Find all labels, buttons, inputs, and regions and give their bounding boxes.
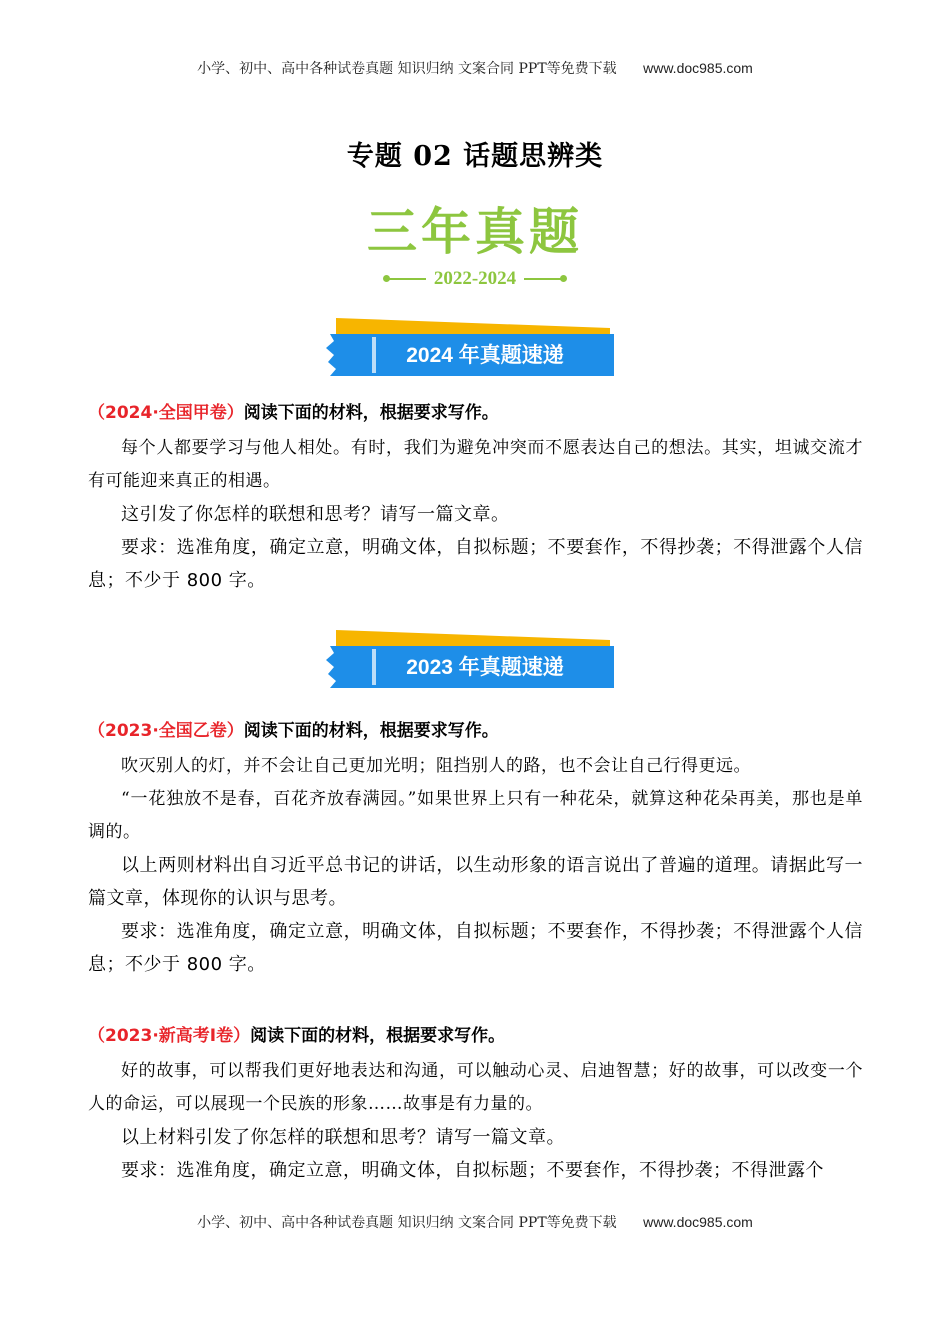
section-banner-2023 — [320, 628, 620, 694]
question-instruction: 阅读下面的材料，根据要求写作。 — [250, 1026, 506, 1046]
requirements-paragraph: 要求：选准角度，确定立意，明确文体，自拟标题；不要套作，不得抄袭；不得泄露个人信息；不少于 800 字。 — [88, 537, 863, 591]
question-2024-jia — [88, 398, 863, 597]
question-instruction: 阅读下面的材料，根据要求写作。 — [243, 403, 499, 423]
divider-left — [386, 278, 426, 280]
question-instruction: 阅读下面的材料，根据要求写作。 — [243, 721, 499, 741]
question-heading — [88, 716, 863, 746]
banner-label-2024: 2024 年真题速递 — [406, 344, 564, 367]
banner-label-2023: 2023 年真题速递 — [406, 656, 564, 679]
material-paragraph: “一花独放不是春，百花齐放春满园。”如果世界上只有一种花朵，就算这种花朵再美，那也是单调的。 — [88, 789, 863, 842]
header-text: 小学、初中、高中各种试卷真题 知识归纳 文案合同 PPT等免费下载 — [197, 61, 617, 77]
question-2023-yi — [88, 716, 863, 981]
subtitle-banner: 三年真题 — [367, 203, 583, 261]
requirements-paragraph: 要求：选准角度，确定立意，明确文体，自拟标题；不要套作，不得抄袭；不得泄露个人信息；不少于 800 字。 — [88, 921, 863, 975]
year-range — [368, 265, 582, 293]
question-source: （2023·全国乙卷） — [88, 721, 244, 741]
question-source: （2023·新高考Ⅰ卷） — [88, 1026, 251, 1046]
material-paragraph: 每个人都要学习与他人相处。有时，我们为避免冲突而不愿表达自己的想法。其实，坦诚交流才有可能迎来真正的相遇。 — [88, 438, 863, 491]
material-paragraph: 好的故事，可以帮我们更好地表达和沟通，可以触动心灵、启迪智慧；好的故事，可以改变一个人的命运，可以展现一个民族的形象……故事是有力量的。 — [88, 1061, 863, 1114]
prompt-paragraph: 以上材料引发了你怎样的联想和思考？请写一篇文章。 — [121, 1127, 565, 1148]
header-url[interactable]: www.doc985.com — [643, 60, 753, 76]
prompt-paragraph: 这引发了你怎样的联想和思考？请写一篇文章。 — [121, 504, 510, 525]
question-source: （2024·全国甲卷） — [88, 403, 244, 423]
year-range-text: 2022-2024 — [433, 268, 517, 289]
footer-text: 小学、初中、高中各种试卷真题 知识归纳 文案合同 PPT等免费下载 — [197, 1215, 617, 1231]
section-banner-2024 — [320, 316, 620, 382]
page-footer — [0, 1212, 950, 1232]
question-2023-xingaokao-1 — [88, 1021, 863, 1187]
footer-url[interactable]: www.doc985.com — [643, 1214, 753, 1230]
question-heading — [88, 398, 863, 428]
question-heading — [88, 1021, 863, 1051]
divider-right — [524, 278, 564, 280]
material-paragraph: 吹灭别人的灯，并不会让自己更加光明；阻挡别人的路，也不会让自己行得更远。 — [121, 756, 751, 776]
page-title: 专题 02 话题思辨类 — [346, 141, 604, 172]
requirements-paragraph: 要求：选准角度，确定立意，明确文体，自拟标题；不要套作，不得抄袭；不得泄露个 — [121, 1160, 824, 1181]
prompt-paragraph: 以上两则材料出自习近平总书记的讲话，以生动形象的语言说出了普遍的道理。请据此写一篇文章，体现你的认识与思考。 — [88, 855, 863, 909]
page-header — [0, 58, 950, 78]
